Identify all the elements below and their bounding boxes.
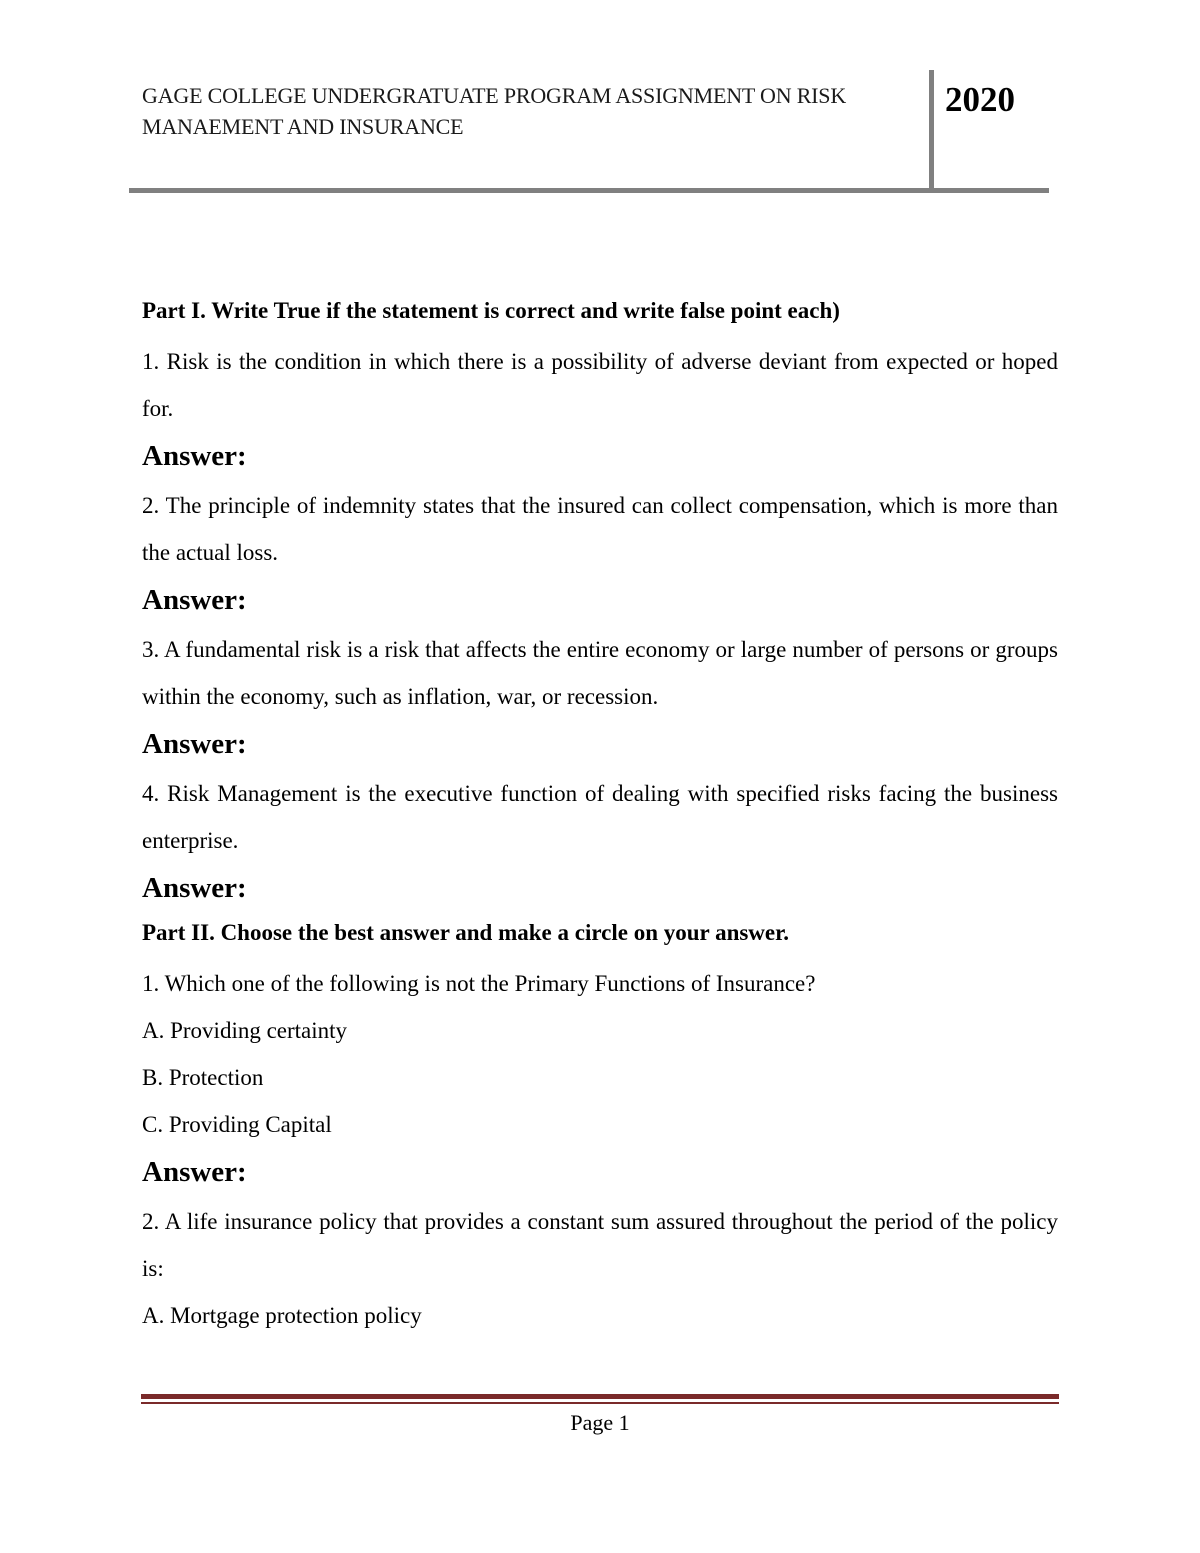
part2-q2-option-a: A. Mortgage protection policy: [142, 1303, 422, 1328]
header-horizontal-rule: [129, 188, 1049, 193]
part1-question-4: 4. Risk Management is the executive function of dealing with specified risks facing the business enterprise.: [142, 781, 1058, 853]
header-vertical-divider: [929, 70, 934, 192]
footer-rule-thin: [141, 1402, 1059, 1404]
document-header-title: GAGE COLLEGE UNDERGRATUATE PROGRAM ASSIGNMENT ON RISK MANAEMENT AND INSURANCE: [142, 83, 847, 139]
part2-answer-label-1: Answer:: [142, 1156, 247, 1188]
part1-answer-label-1: Answer:: [142, 440, 247, 472]
document-body: [142, 292, 1058, 1339]
part1-heading: Part I. Write True if the statement is correct and write false point each): [142, 298, 840, 323]
part2-q1-option-a: A. Providing certainty: [142, 1018, 348, 1043]
part1-question-1: 1. Risk is the condition in which there is a possibility of adverse deviant from expected or hoped for.: [142, 349, 1058, 421]
part2-q1-option-b: B. Protection: [142, 1065, 264, 1090]
part1-answer-label-4: Answer:: [142, 872, 247, 904]
part1-question-3: 3. A fundamental risk is a risk that affects the entire economy or large number of persons or groups within the economy, such as inflation, war, or recession.: [142, 637, 1058, 709]
part2-question-1: 1. Which one of the following is not the Primary Functions of Insurance?: [142, 971, 816, 996]
part1-answer-label-2: Answer:: [142, 584, 247, 616]
part1-answer-label-3: Answer:: [142, 728, 247, 760]
page-number: Page 1: [570, 1410, 630, 1435]
part2-q1-option-c: C. Providing Capital: [142, 1112, 332, 1137]
document-header-year: 2020: [945, 80, 1015, 119]
part1-question-2: 2. The principle of indemnity states that the insured can collect compensation, which is more than the actual loss.: [142, 493, 1058, 565]
part2-question-2: 2. A life insurance policy that provides a constant sum assured throughout the period of the policy is:: [142, 1209, 1058, 1281]
footer-rule-thick: [141, 1394, 1059, 1399]
part2-heading: Part II. Choose the best answer and make a circle on your answer.: [142, 920, 789, 945]
